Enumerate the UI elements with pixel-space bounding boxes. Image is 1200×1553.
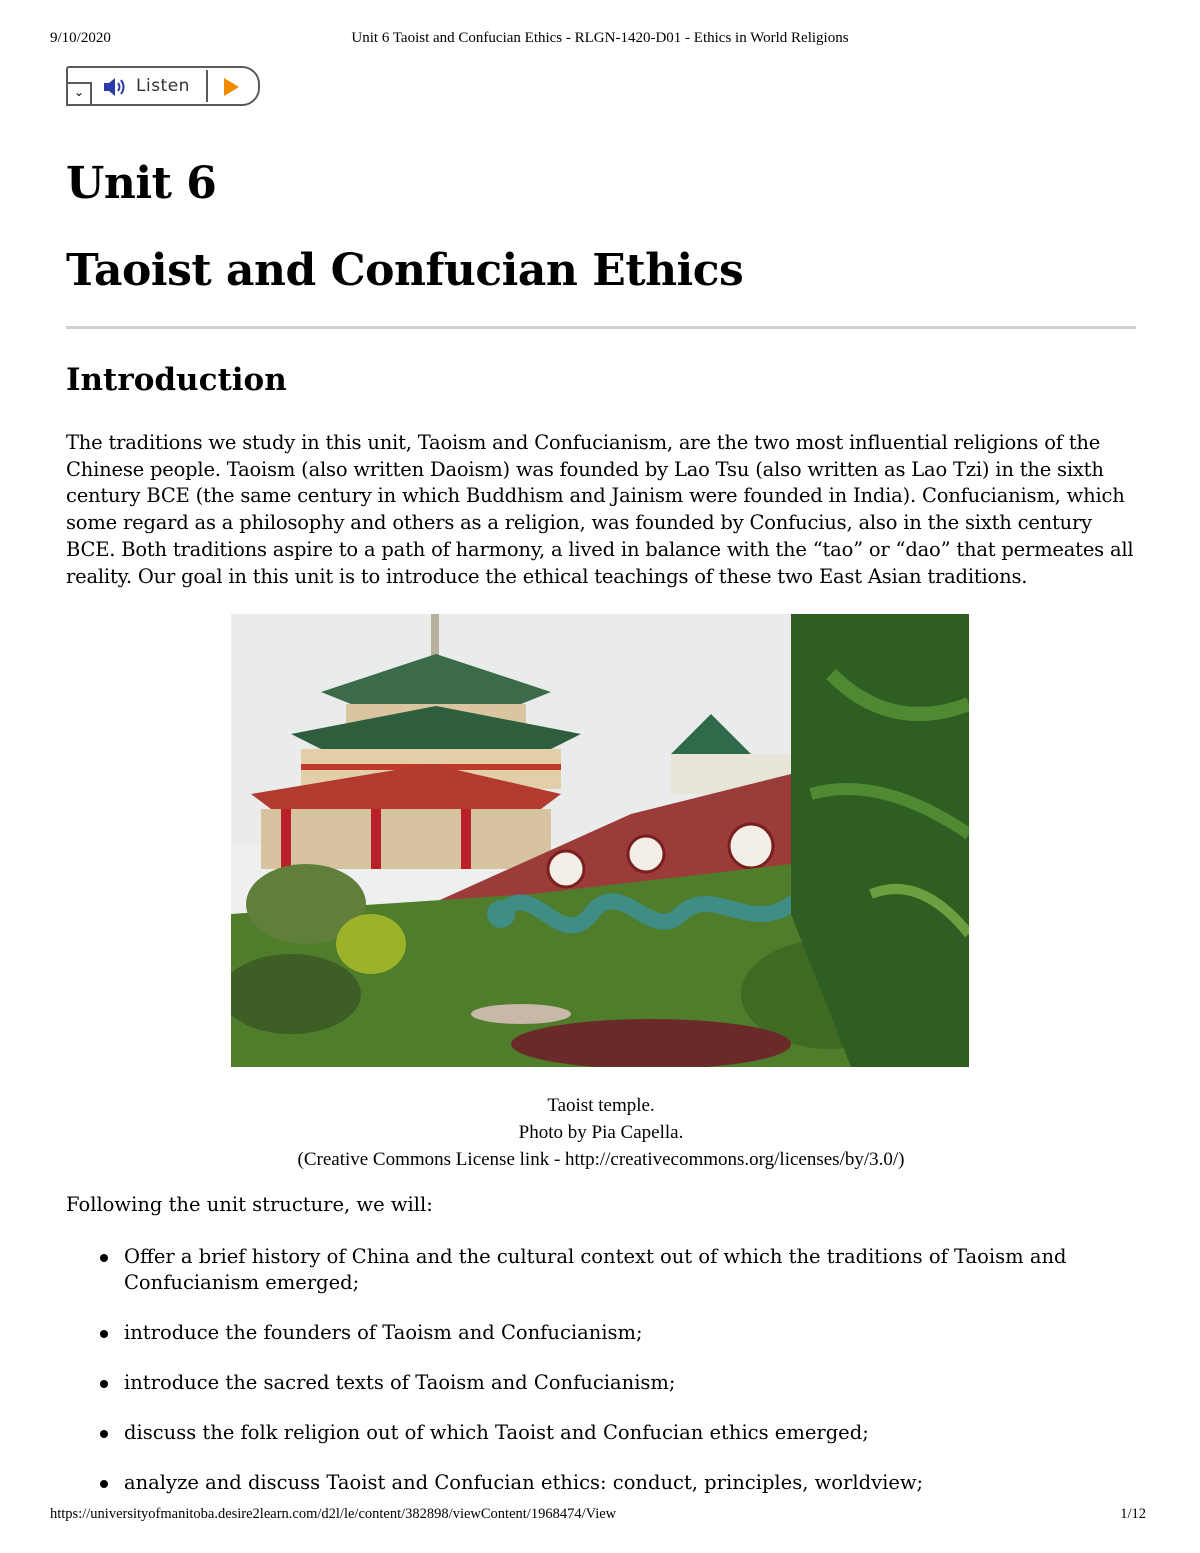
figure-caption	[66, 1092, 1136, 1173]
play-icon[interactable]	[224, 78, 239, 96]
print-url: https://universityofmanitoba.desire2learn.com/d2l/le/content/382898/viewContent/1968474/View	[50, 1506, 617, 1522]
list-item-text: analyze and discuss Taoist and Confucian ethics: conduct, principles, worldview;	[124, 1471, 924, 1494]
caption-title: Taoist temple.	[547, 1095, 655, 1116]
lead-in-text: Following the unit structure, we will:	[66, 1193, 433, 1216]
list-item-text: discuss the folk religion out of which Taoist and Confucian ethics emerged;	[124, 1421, 869, 1444]
list-item	[66, 1320, 1136, 1346]
print-header	[50, 30, 1150, 50]
list-item	[66, 1470, 1136, 1496]
taoist-temple-photo	[231, 614, 969, 1067]
unit-goals-list	[66, 1244, 1136, 1520]
bullet-icon	[100, 1330, 108, 1338]
list-item-text: introduce the sacred texts of Taoism and Confucianism;	[124, 1371, 676, 1394]
list-item-text: introduce the founders of Taoism and Confucianism;	[124, 1321, 643, 1344]
horizontal-rule	[66, 326, 1136, 329]
bullet-icon	[100, 1480, 108, 1488]
list-item	[66, 1244, 1136, 1296]
print-date: 9/10/2020	[50, 30, 111, 46]
caption-credit: Photo by Pia Capella.	[518, 1122, 684, 1143]
speaker-icon	[102, 76, 128, 98]
page-number: 1/12	[1120, 1506, 1146, 1522]
unit-heading: Unit 6	[66, 158, 217, 209]
listen-widget[interactable]	[66, 66, 260, 106]
listen-button[interactable]: Listen	[136, 76, 190, 96]
bullet-icon	[100, 1380, 108, 1388]
print-footer	[50, 1506, 1146, 1526]
list-item	[66, 1370, 1136, 1396]
intro-paragraph: The traditions we study in this unit, Taoism and Confucianism, are the two most influential religions of the Chinese people. Taoism (also written Daoism) was founded by Lao Tsu (also written as Lao Tzi) in the sixth century BCE (the same century in which Buddhism and Jainism were founded in India). Confucianism, which some regard as a philosophy and others as a religion, was founded by Confucius, also in the sixth century BCE. Both traditions aspire to a path of harmony, a lived in balance with the “tao” or “dao” that permeates all reality. Our goal in this unit is to introduce the ethical teachings of these two East Asian traditions.	[66, 431, 1134, 588]
section-heading: Introduction	[66, 362, 287, 398]
divider	[206, 70, 208, 102]
caption-license: (Creative Commons License link - http://creativecommons.org/licenses/by/3.0/)	[297, 1149, 905, 1170]
print-document-title: Unit 6 Taoist and Confucian Ethics - RLGN-1420-D01 - Ethics in World Religions	[351, 30, 849, 46]
bullet-icon	[100, 1254, 108, 1262]
list-item-text: Offer a brief history of China and the cultural context out of which the traditions of Taoism and Confucianism emerged;	[124, 1245, 1067, 1294]
page-title: Taoist and Confucian Ethics	[66, 245, 744, 296]
bullet-icon	[100, 1430, 108, 1438]
chevron-down-icon[interactable]: ⌄	[66, 82, 92, 106]
list-item	[66, 1420, 1136, 1446]
